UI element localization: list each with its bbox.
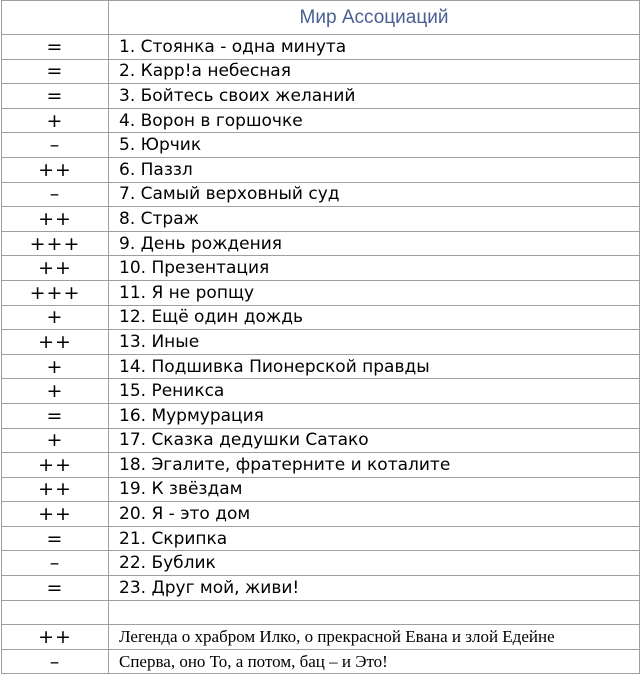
entry-title: 15. Реникса: [109, 379, 640, 404]
rating-mark: –: [2, 133, 109, 158]
table-row: [2, 84, 640, 109]
rating-mark: ++: [2, 256, 109, 281]
entry-title: 14. Подшивка Пионерской правды: [109, 354, 640, 379]
entry-title: 4. Ворон в горшочке: [109, 108, 640, 133]
rating-mark: +: [2, 108, 109, 133]
table-row: [2, 35, 640, 60]
rating-mark: =: [2, 84, 109, 109]
entry-title: 10. Презентация: [109, 256, 640, 281]
rating-mark: –: [2, 649, 109, 674]
rating-mark: +++: [2, 280, 109, 305]
table-row: [2, 330, 640, 355]
table-row: [2, 354, 640, 379]
table-row: [2, 182, 640, 207]
rating-mark: ++: [2, 477, 109, 502]
rating-mark: ++: [2, 502, 109, 527]
table-row: [2, 649, 640, 674]
entry-title: 3. Бойтесь своих желаний: [109, 84, 640, 109]
rating-mark: ++: [2, 625, 109, 650]
table-row: [2, 576, 640, 601]
rating-mark: ++: [2, 330, 109, 355]
entry-title: 11. Я не ропщу: [109, 280, 640, 305]
table-row: [2, 379, 640, 404]
table-row: [2, 502, 640, 527]
table-row: [2, 133, 640, 158]
entry-title: 21. Скрипка: [109, 526, 640, 551]
entry-title: 19. К звёздам: [109, 477, 640, 502]
table-row: [2, 453, 640, 478]
empty-row: [2, 600, 640, 625]
empty-mark-cell: [2, 600, 109, 625]
table-row: [2, 231, 640, 256]
rating-mark: +: [2, 428, 109, 453]
table-row: [2, 305, 640, 330]
empty-title-cell: [109, 600, 640, 625]
table-row: [2, 207, 640, 232]
entry-title: 20. Я - это дом: [109, 502, 640, 527]
rating-mark: =: [2, 576, 109, 601]
table-row: [2, 477, 640, 502]
table-row: [2, 108, 640, 133]
rating-mark: +: [2, 354, 109, 379]
entry-title: Легенда о храбром Илко, о прекрасной Евана и злой Едейне: [109, 625, 640, 650]
rating-mark: +: [2, 305, 109, 330]
rating-mark: +++: [2, 231, 109, 256]
entry-title: 7. Самый верховный суд: [109, 182, 640, 207]
header-mark-cell: [2, 1, 109, 35]
rating-mark: ++: [2, 157, 109, 182]
associations-table: [1, 0, 640, 674]
rating-mark: +: [2, 379, 109, 404]
table-row: [2, 551, 640, 576]
rating-mark: =: [2, 35, 109, 60]
table-row: [2, 428, 640, 453]
table-row: [2, 280, 640, 305]
rating-mark: ++: [2, 207, 109, 232]
table-row: [2, 625, 640, 650]
entry-title: 8. Страж: [109, 207, 640, 232]
entry-title: 2. Карр!а небесная: [109, 59, 640, 84]
entry-title: 5. Юрчик: [109, 133, 640, 158]
entry-title: 13. Иные: [109, 330, 640, 355]
rating-mark: –: [2, 182, 109, 207]
entry-title: 23. Друг мой, живи!: [109, 576, 640, 601]
rating-mark: =: [2, 403, 109, 428]
table-row: [2, 526, 640, 551]
entry-title: 1. Стоянка - одна минута: [109, 35, 640, 60]
entry-title: 12. Ещё один дождь: [109, 305, 640, 330]
table-row: [2, 157, 640, 182]
rating-mark: ++: [2, 453, 109, 478]
entry-title: 17. Сказка дедушки Сатако: [109, 428, 640, 453]
entry-title: 9. День рождения: [109, 231, 640, 256]
table-row: [2, 59, 640, 84]
table-row: [2, 256, 640, 281]
table-header-row: [2, 1, 640, 35]
rating-mark: =: [2, 526, 109, 551]
table-row: [2, 403, 640, 428]
entry-title: 18. Эгалите, фратерните и коталите: [109, 453, 640, 478]
entry-title: 22. Бублик: [109, 551, 640, 576]
entry-title: Сперва, оно То, а потом, бац – и Это!: [109, 649, 640, 674]
table-title: Мир Ассоциаций: [109, 1, 640, 35]
entry-title: 16. Мурмурация: [109, 403, 640, 428]
entry-title: 6. Паззл: [109, 157, 640, 182]
rating-mark: =: [2, 59, 109, 84]
rating-mark: –: [2, 551, 109, 576]
